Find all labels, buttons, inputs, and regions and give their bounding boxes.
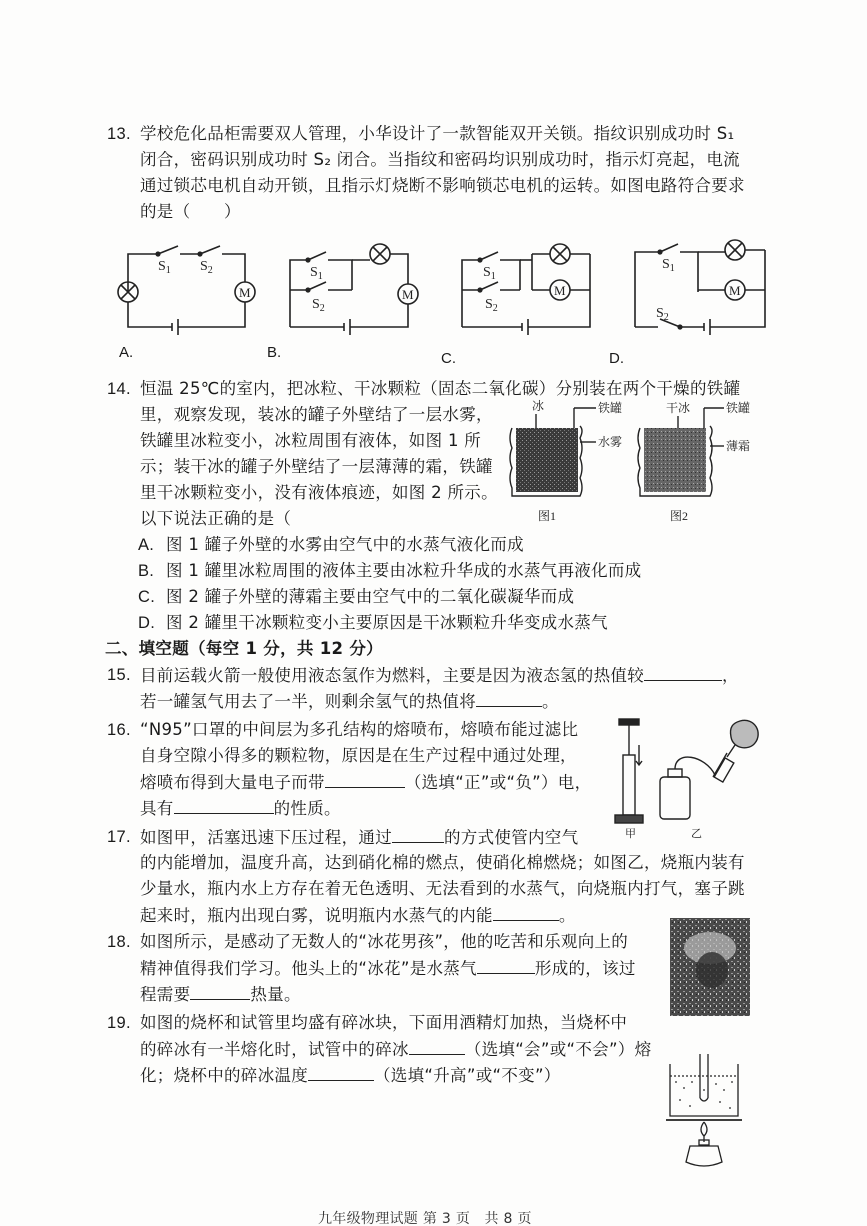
q14-option-c-key[interactable]: C. (138, 588, 156, 606)
section-fill-blank-title: 二、填空题（每空 1 分，共 12 分） (105, 639, 383, 658)
q13-d-motor-label: M (729, 283, 741, 298)
q16-line-3 (140, 771, 591, 794)
q13-b-s2-label: $S_2$ (312, 297, 325, 314)
fig2-caption: 图2 (670, 509, 689, 523)
q16-l3-tail: （选填“正”或“负”）电， (404, 773, 592, 792)
q18-l2-tail: 形成的，该过 (534, 959, 636, 978)
q13-c-s2-label: $S_2$ (485, 297, 498, 314)
q19-line-2 (140, 1038, 651, 1061)
q14-line-2: 里，观察发现，装冰的罐子外壁结了一层水雾， (140, 405, 493, 424)
q16-line-4 (140, 797, 341, 820)
q14-option-d-key[interactable]: D. (138, 614, 156, 632)
q17-blank-1[interactable] (392, 826, 444, 843)
q15-l1-tail: ， (722, 666, 739, 685)
q14-option-c-text[interactable]: 图 2 罐子外壁的薄霜主要由空气中的二氧化碳凝华而成 (166, 587, 575, 606)
ice-flower-boy-photo (670, 918, 750, 1016)
q16-l4-tail: 的性质。 (273, 799, 341, 818)
beaker-alcohol-lamp-figure (666, 1052, 746, 1170)
q13-line-2: 闭合，密码识别成功时 S₂ 闭合。当指纹和密码均识别成功时，指示灯亮起，电流 (140, 150, 740, 169)
q15-l2-tail: 。 (542, 692, 559, 711)
q17-blank-2[interactable] (493, 904, 559, 921)
q18-l2-text: 精神值得我们学习。他头上的“冰花”是水蒸气 (140, 959, 477, 978)
q19-l2-tail: （选填“会”或“不会”）熔 (464, 1040, 652, 1059)
q15-blank-2[interactable] (476, 690, 542, 707)
q16-fig-jia-label: 甲 (625, 828, 636, 840)
q13-b-s1-label: $S_1$ (310, 265, 323, 282)
q17-line-3: 少量水，瓶内水上方存在着无色透明、无法看到的水蒸气，向烧瓶内打气，塞子跳 (140, 879, 745, 898)
q16-fig-yi-label: 乙 (691, 828, 702, 840)
fig1-mist-label: 水雾 (598, 435, 623, 449)
q19-l3-tail: （选填“升高”或“不变”） (374, 1066, 561, 1085)
fig1-can-label: 铁罐 (598, 401, 623, 415)
q15-blank-1[interactable] (644, 664, 722, 681)
q18-l3-text: 程需要 (140, 985, 191, 1004)
q16-l3-text: 熔喷布得到大量电子而带 (140, 773, 325, 792)
q16-apparatus-figure (605, 715, 765, 840)
q18-number: 18. (107, 933, 131, 951)
q16-number: 16. (107, 721, 131, 739)
fig1-ice-can-contents (516, 428, 578, 492)
q15-l1-text: 目前运载火箭一般使用液态氢作为燃料，主要是因为液态氢的热值较 (140, 666, 644, 685)
fig2-dryice-can-contents (644, 428, 706, 492)
q19-blank-1[interactable] (409, 1038, 465, 1055)
q13-line-1: 学校危化品柜需要双人管理，小华设计了一款智能双开关锁。指纹识别成功时 S₁ (140, 124, 735, 143)
q18-line-2 (140, 957, 636, 980)
q14-option-a-text[interactable]: 图 1 罐子外壁的水雾由空气中的水蒸气液化而成 (166, 535, 524, 554)
q15-number: 15. (107, 666, 131, 684)
q14-line-1: 恒温 25℃的室内，把冰粒、干冰颗粒（固态二氧化碳）分别装在两个干燥的铁罐 (140, 379, 741, 398)
q13-d-s2-label: $S_2$ (656, 306, 669, 323)
q17-l1-tail: 的方式使管内空气 (444, 828, 579, 847)
q13-a-motor-label: M (239, 285, 251, 300)
q18-blank-2[interactable] (190, 983, 250, 1000)
q13-number: 13. (107, 125, 131, 143)
q17-l4-tail: 。 (558, 906, 576, 925)
q14-option-b-key[interactable]: B. (138, 562, 155, 580)
q14-line-6: 以下说法正确的是（ (140, 509, 292, 528)
q14-number: 14. (107, 380, 131, 398)
q18-l3-tail: 热量。 (250, 985, 301, 1004)
q13-c-motor-label: M (554, 283, 566, 298)
q17-number: 17. (107, 828, 131, 846)
q19-number: 19. (107, 1014, 131, 1032)
q16-blank-2[interactable] (174, 797, 274, 814)
fig1-ice-label: 冰 (532, 399, 545, 413)
q16-l4-text: 具有 (140, 799, 174, 818)
q13-b-motor-label: M (402, 287, 414, 302)
q19-line-3 (140, 1064, 561, 1087)
fig2-dryice-label: 干冰 (666, 401, 691, 415)
q15-line-1 (140, 664, 739, 687)
q13-a-s2-label: $S_2$ (200, 259, 213, 276)
q19-l3-text: 化；烧杯中的碎冰温度 (140, 1066, 308, 1085)
q18-line-3 (140, 983, 301, 1006)
q17-line-2: 的内能增加，温度升高，达到硝化棉的燃点，使硝化棉燃烧；如图乙，烧瓶内装有 (140, 853, 745, 872)
page-footer: 九年级物理试题 第 3 页 共 8 页 (318, 1211, 532, 1226)
q17-line-1 (140, 826, 578, 849)
fig2-frost-label: 薄霜 (726, 439, 751, 453)
q19-blank-2[interactable] (308, 1064, 374, 1081)
q14-line-4: 示；装干冰的罐子外壁结了一层薄薄的霜，铁罐 (140, 457, 493, 476)
q13-option-d[interactable]: D. (609, 350, 624, 367)
q18-blank-1[interactable] (477, 957, 535, 974)
q13-d-s1-label: $S_1$ (662, 257, 675, 274)
q14-option-d-text[interactable]: 图 2 罐里干冰颗粒变小主要原因是干冰颗粒升华变成水蒸气 (166, 613, 608, 632)
q15-l2-text: 若一罐氢气用去了一半，则剩余氢气的热值将 (140, 692, 476, 711)
q14-option-a-key[interactable]: A. (138, 536, 155, 554)
q18-line-1: 如图所示，是感动了无数人的“冰花男孩”，他的吃苦和乐观向上的 (140, 932, 629, 951)
q13-option-a[interactable]: A. (119, 344, 134, 361)
q19-line-1: 如图的烧杯和试管里均盛有碎冰块，下面用酒精灯加热，当烧杯中 (140, 1013, 628, 1032)
q13-option-b[interactable]: B. (267, 344, 282, 361)
q17-l1-text: 如图甲，活塞迅速下压过程，通过 (140, 828, 392, 847)
q15-line-2 (140, 690, 559, 713)
q16-line-1: “N95”口罩的中间层为多孔结构的熔喷布，熔喷布能过滤比 (140, 720, 579, 739)
q17-l4-text: 起来时，瓶内出现白雾，说明瓶内水蒸气的内能 (140, 906, 493, 925)
q16-line-2: 自身空隙小得多的颗粒物，原因是在生产过程中通过处理， (140, 746, 577, 765)
q13-line-3: 通过锁芯电机自动开锁，且指示灯烧断不影响锁芯电机的运转。如图电路符合要求 (140, 176, 745, 195)
q19-l2-text: 的碎冰有一半熔化时，试管中的碎冰 (140, 1040, 409, 1059)
q13-a-s1-label: $S_1$ (158, 259, 171, 276)
q14-line-3: 铁罐里冰粒变小，冰粒周围有液体，如图 1 所 (140, 431, 482, 450)
q13-circuit-diagrams (100, 232, 800, 350)
q16-blank-1[interactable] (325, 771, 405, 788)
fig1-caption: 图1 (538, 509, 557, 523)
q13-line-4: 的是（ ） (140, 202, 241, 221)
q14-figures (500, 398, 800, 528)
q14-line-5: 里干冰颗粒变小，没有液体痕迹，如图 2 所示。 (140, 483, 498, 502)
q14-option-b-text[interactable]: 图 1 罐里冰粒周围的液体主要由冰粒升华成的水蒸气再液化而成 (166, 561, 642, 580)
fig2-can-label: 铁罐 (726, 401, 751, 415)
q17-line-4 (140, 904, 576, 927)
q13-option-c[interactable]: C. (441, 350, 456, 367)
q13-c-s1-label: $S_1$ (483, 265, 496, 282)
